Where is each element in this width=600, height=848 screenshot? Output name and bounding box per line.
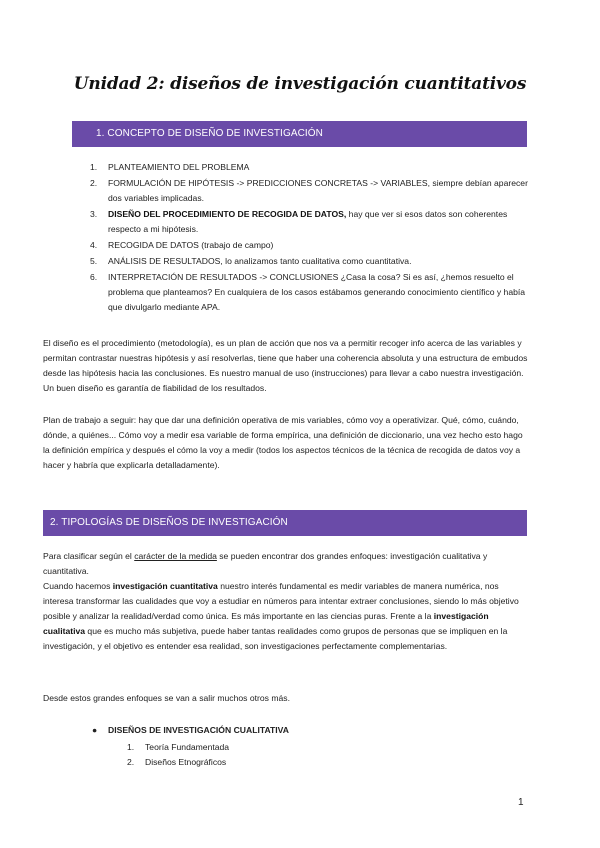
paragraph-diseno: El diseño es el procedimiento (metodología), es un plan de acción que nos va a permitir recoger info acerca de las variables y permitan contrastar nuestras hipótesis y así resolverlas, tiene que haber una coherencia absoluta y una estructura de embudos desde las hipótesis hacia las conclusiones. Es nuestro manual de uso (instrucciones) para llevar a cabo nuestra investigación. Un buen diseño es garantía de fiabilidad de los resultados. [43,338,528,393]
list-item: 3. DISEÑO DEL PROCEDIMIENTO DE RECOGIDA DE DATOS, hay que ver si esos datos son coherentes respecto a mi hipótesis. [90,209,508,234]
paragraph-plan-de-trabajo: Plan de trabajo a seguir: hay que dar una definición operativa de mis variables, cómo voy a operativizar. Qué, cómo, cuándo, dónde, a quiénes... Cómo voy a medir esa variable de forma empírica, una definición de diccionario, una vez hecho esto hago la definición empírica y después el cómo la voy a medir (todos los aspectos técnicos de la técnica de recogida de datos voy a hacer y habría que explicarla detalladamente). [43,415,523,470]
bullet-item-cualitativa: ● DISEÑOS DE INVESTIGACIÓN CUALITATIVA [92,723,289,738]
section-heading-tipologias: 2. TIPOLOGÍAS DE DISEÑOS DE INVESTIGACIÓN [43,510,527,536]
steps-list [90,160,528,316]
section-heading-concepto: 1. CONCEPTO DE DISEÑO DE INVESTIGACIÓN [72,121,527,147]
list-item: 5. ANÁLISIS DE RESULTADOS, lo analizamos tanto cualitativa como cuantitativa. [90,256,412,266]
paragraph-enfoques: Para clasificar según el carácter de la medida se pueden encontrar dos grandes enfoques: investigación cualitativa y cuantitativa. Cuando hacemos investigación cuantitativa nuestro interés fundamental es medir variables de manera numérica, nos interesa transformar las cualidades que voy a estudiar en números para intentar extraer conclusiones, siendo lo más objetivo posible y analizar la realidad/verdad como única. Es más importante en las ciencias puras. Frente a la investigación cualitativa que es mucho más subjetiva, puede haber tantas realidades como grupos de personas que se impliquen en la investigación, y el objetivo es entender esa realidad, son investigaciones perfectamente complementarias. [43,551,519,651]
list-item: 1. PLANTEAMIENTO DEL PROBLEMA [90,162,250,172]
paragraph-enfoques-mas: Desde estos grandes enfoques se van a salir muchos otros más. [43,693,290,703]
page-number: 1 [518,797,524,808]
list-item: 2. FORMULACIÓN DE HIPÓTESIS -> PREDICCIONES CONCRETAS -> VARIABLES, siempre debían aparecer dos variables implicadas. [90,178,528,203]
sub-list [127,740,230,770]
list-item: 2. Diseños Etnográficos [127,757,227,767]
list-item: 4. RECOGIDA DE DATOS (trabajo de campo) [90,240,274,250]
page-title: Unidad 2: diseños de investigación cuantitativos [73,74,527,94]
list-item: 1. Teoría Fundamentada [127,742,230,752]
underlined-term: carácter de la medida [134,551,217,561]
list-item: 6. INTERPRETACIÓN DE RESULTADOS -> CONCLUSIONES ¿Casa la cosa? Si es así, ¿hemos resuelto el problema que planteamos? En cualquiera de los casos estábamos generando conocimiento científico y había que divulgarlo mediante APA. [90,272,526,312]
bullet-icon: ● [92,725,98,735]
